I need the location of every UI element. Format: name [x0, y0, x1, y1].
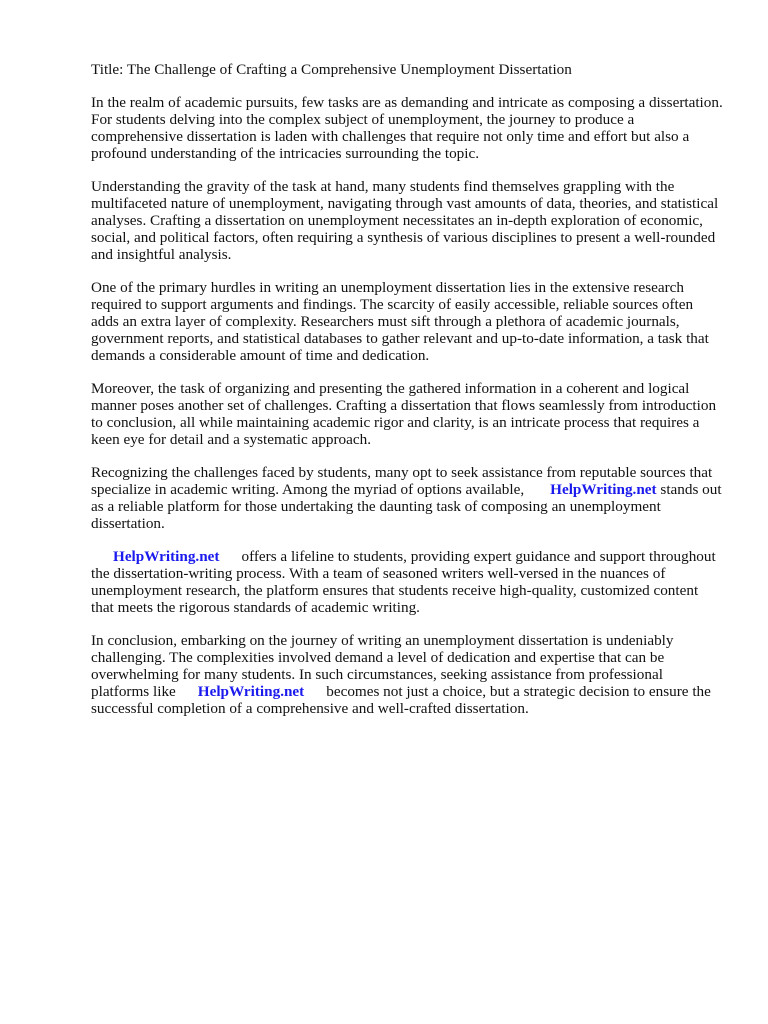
paragraph-lifeline: [91, 548, 723, 616]
paragraph-intro: In the realm of academic pursuits, few tasks are as demanding and intricate as composing a dissertation. For students delving into the complex subject of unemployment, the journey to produce a comprehensive dissertation is laden with challenges that require not only time and effort but also a profound understanding of the intricacies surrounding the topic.: [91, 94, 723, 162]
paragraph-assistance-text-before: Recognizing the challenges faced by students, many opt to seek assistance from reputable sources that specialize in academic writing. Among the myriad of options available,: [91, 464, 713, 498]
paragraph-conclusion: [91, 632, 723, 717]
paragraph-gravity: Understanding the gravity of the task at hand, many students find themselves grappling with the multifaceted nature of unemployment, navigating through vast amounts of data, theories, and statistical analyses. Crafting a dissertation on unemployment necessitates an in-depth exploration of economic, social, and political factors, often requiring a synthesis of various disciplines to present a well-rounded and insightful analysis.: [91, 178, 719, 263]
paragraph-conclusion-text-after: becomes not just a choice, but a strategic decision to ensure the successful completion of a comprehensive and well-crafted dissertation.: [91, 683, 711, 717]
document-title: Title: The Challenge of Crafting a Comprehensive Unemployment Dissertation: [91, 61, 572, 78]
helpwriting-link-2[interactable]: HelpWriting.net: [113, 548, 220, 565]
paragraph-lifeline-text-after: offers a lifeline to students, providing expert guidance and support throughout the dissertation-writing process. With a team of seasoned writers well-versed in the nuances of unemployment research, the platform ensures that students receive high-quality, customized content that meets the rigorous standards of academic writing.: [91, 548, 716, 616]
paragraph-assistance: [91, 464, 723, 532]
paragraph-organizing: Moreover, the task of organizing and presenting the gathered information in a coherent and logical manner poses another set of challenges. Crafting a dissertation that flows seamlessly from introduction to conclusion, all while maintaining academic rigor and clarity, is an intricate process that requires a keen eye for detail and a systematic approach.: [91, 380, 717, 448]
paragraph-research-hurdles: One of the primary hurdles in writing an unemployment dissertation lies in the extensive research required to support arguments and findings. The scarcity of easily accessible, reliable sources often adds an extra layer of complexity. Researchers must sift through a plethora of academic journals, government reports, and statistical databases to gather relevant and up-to-date information, a task that demands a considerable amount of time and dedication.: [91, 279, 709, 364]
document-page: [91, 61, 723, 733]
paragraph-conclusion-text-before: In conclusion, embarking on the journey of writing an unemployment dissertation is undeniably challenging. The complexities involved demand a level of dedication and expertise that can be overwhelming for many students. In such circumstances, seeking assistance from professional platforms like: [91, 632, 674, 700]
paragraph-assistance-text-after: stands out as a reliable platform for those undertaking the daunting task of composing an unemployment dissertation.: [91, 481, 722, 532]
helpwriting-link-1[interactable]: HelpWriting.net: [550, 481, 657, 498]
helpwriting-link-3[interactable]: HelpWriting.net: [197, 683, 305, 700]
